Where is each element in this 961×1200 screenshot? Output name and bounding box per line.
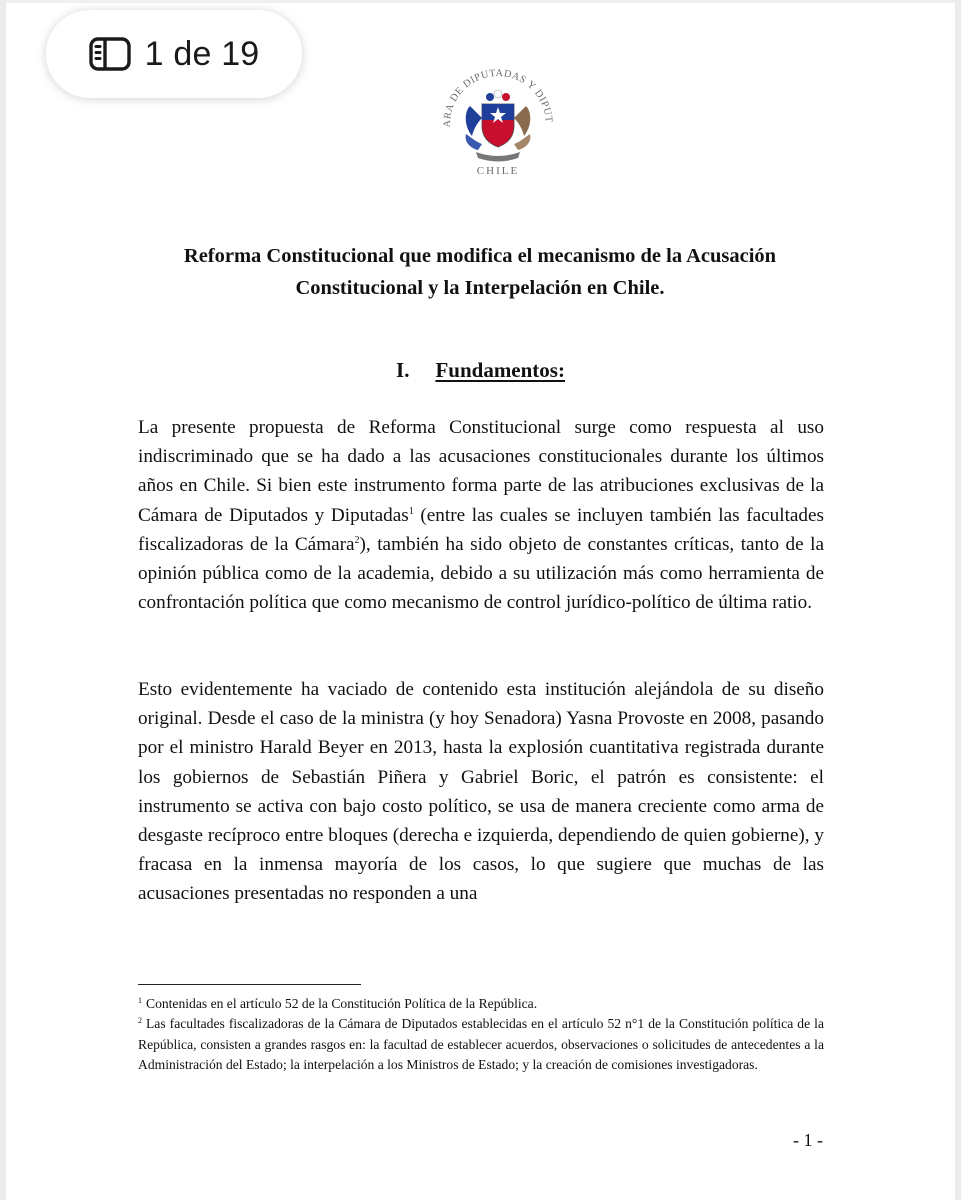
page-number: - 1 - [793, 1130, 823, 1150]
seal-country-text: CHILE [476, 165, 520, 177]
footnote-ref-2[interactable]: 2 [354, 534, 360, 546]
paragraph-1-part-b: (entre las cuales se incluyen también las facultades fiscalizadoras de la Cámara [138, 504, 824, 555]
sidebar-thumbnails-icon [89, 37, 131, 71]
camara-seal-logo [430, 48, 566, 184]
footnote-2 [138, 1014, 824, 1075]
footnote-2-text: Las facultades fiscalizadoras de la Cámara de Diputados establecidas en el artículo 52 n°1 de la Constitución política de la República, consisten a grandes rasgos en: la facultad de establecer acuerdos, observaciones o solicitudes de antecedentes a la Administración del Estado; la interpelación a los Ministros de Estado; y la creación de comisiones investigadoras. [138, 1016, 824, 1073]
footnote-ref-1[interactable]: 1 [408, 505, 414, 517]
page-top-edge [0, 0, 961, 3]
section-label: Fundamentos: [435, 358, 565, 382]
footnote-2-mark: 2 [138, 1016, 142, 1026]
footnote-1-text: Contenidas en el artículo 52 de la Constitución Política de la República. [146, 996, 538, 1011]
section-number: I. [396, 358, 410, 382]
footnote-1-mark: 1 [138, 996, 142, 1005]
document-title: Reforma Constitucional que modifica el mecanismo de la Acusación Constitucional y la Interpelación en Chile. [183, 245, 777, 299]
footnote-separator [138, 984, 361, 985]
section-heading [0, 358, 961, 383]
paragraph-1-part-a: La presente propuesta de Reforma Constitucional surge como respuesta al uso indiscriminado que se ha dado a las acusaciones constitucionales durante los últimos años en Chile. Si bien este instrumento forma parte de las atribuciones exclusivas de la Cámara de Diputados y Diputadas [138, 417, 824, 526]
footnote-1 [138, 994, 824, 1014]
footnotes [138, 994, 824, 1076]
page-indicator-label: 1 de 19 [144, 34, 260, 73]
paragraph-1-part-c: ), también ha sido objeto de constantes críticas, tanto de la opinión pública como de la academia, debido a su utilización más como herramienta de confrontación política que como mecanismo de control jurídico-político de última ratio. [138, 533, 824, 614]
page-right-edge [955, 0, 961, 1200]
page-indicator-button[interactable] [46, 10, 302, 98]
paragraph-2: Esto evidentemente ha vaciado de contenido esta institución alejándola de su diseño original. Desde el caso de la ministra (y hoy Senadora) Yasna Provoste en 2008, pasando por el ministro Harald Beyer en 2013, hasta la explosión cuantitativa registrada durante los gobiernos de Sebastián Piñera y Gabriel Boric, el patrón es consistente: el instrumento se activa con bajo costo político, se usa de manera creciente como arma de desgaste recíproco entre bloques (derecha e izquierda, dependiendo de quien gobierne), y fracasa en la inmensa mayoría de los casos, lo que sugiere que muchas de las acusaciones presentadas no responden a una [138, 679, 824, 905]
page-left-edge [0, 0, 6, 1200]
seal-arc-text: ARA DE DIPUTADAS Y DIPUT [441, 67, 555, 128]
paragraph-1 [138, 413, 824, 617]
